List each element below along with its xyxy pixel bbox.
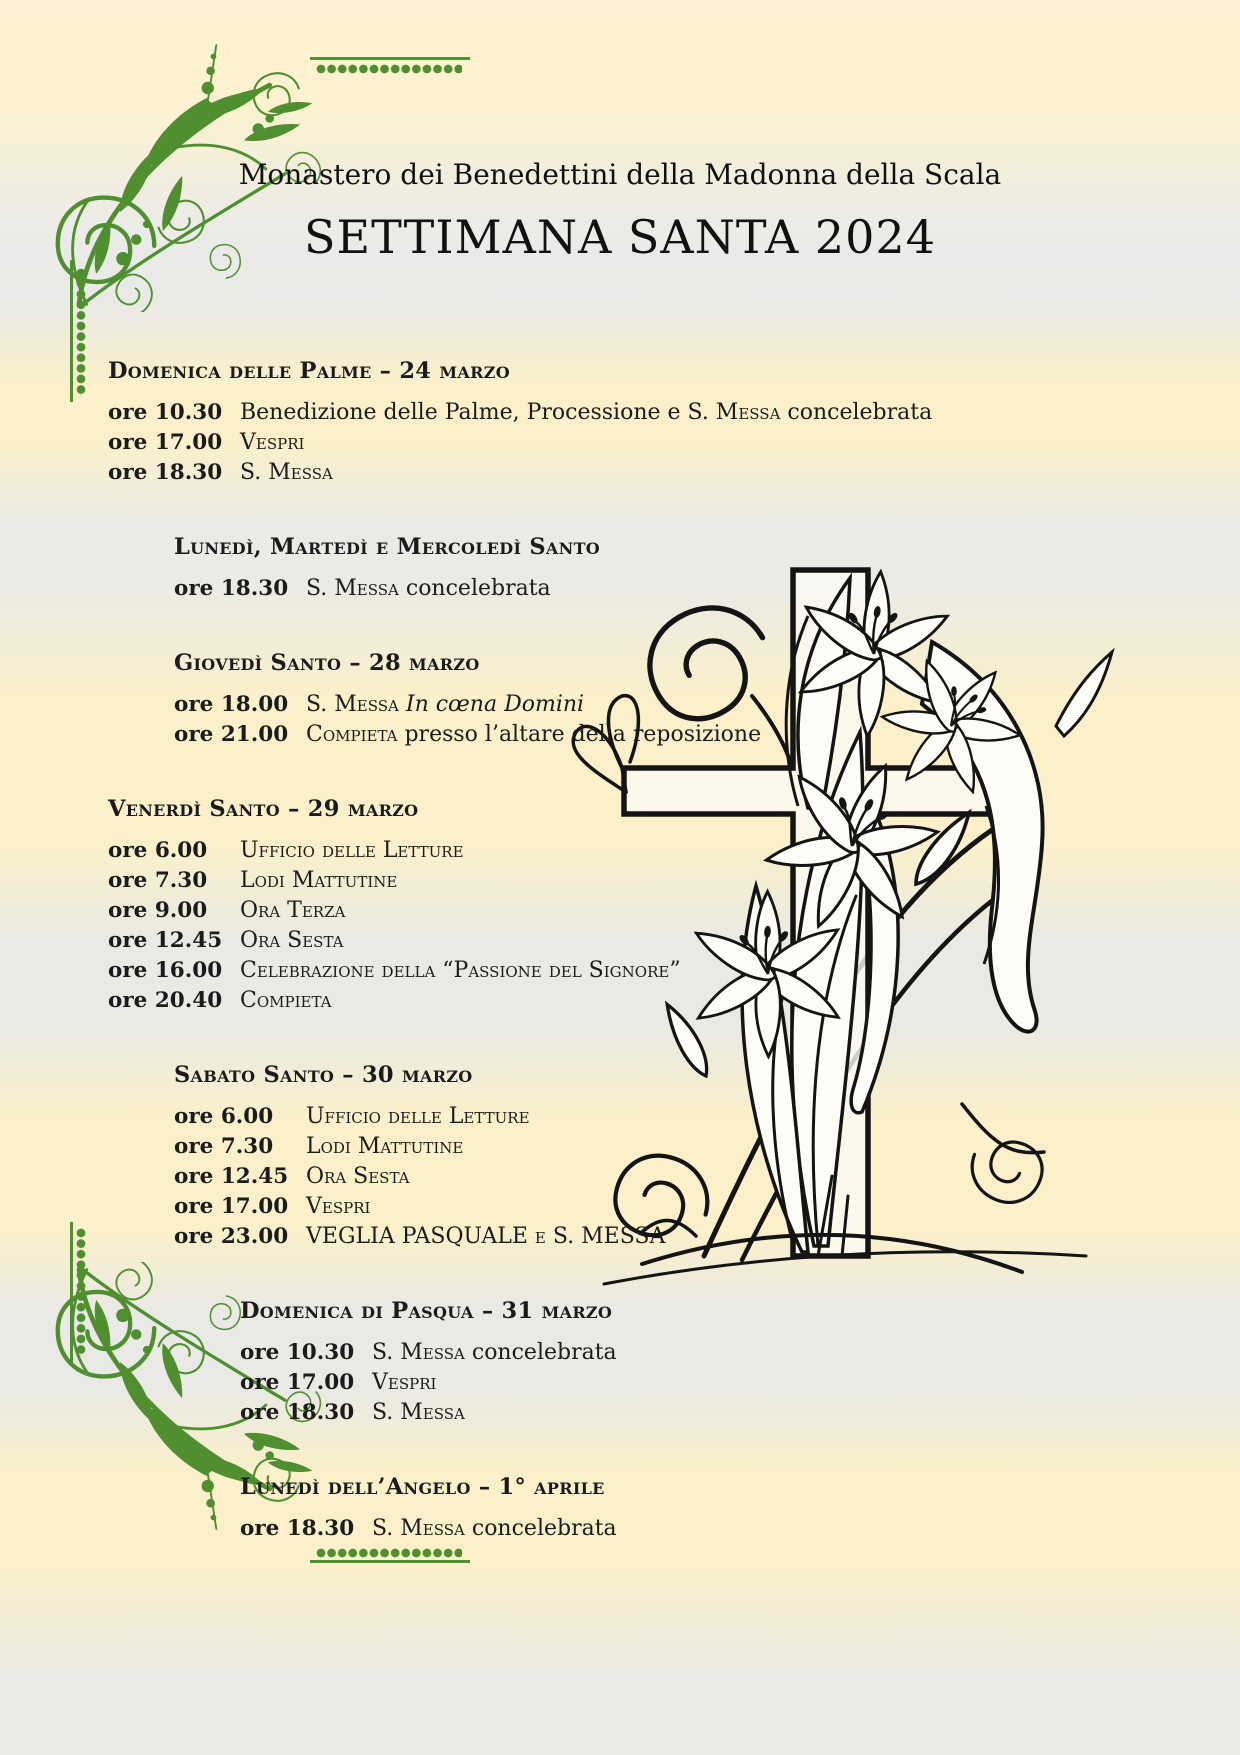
event-time: ore 16.00: [108, 958, 223, 983]
section-heading: Lunedì, Martedì e Mercoledì Santo: [174, 534, 601, 560]
event-description: Compieta: [240, 988, 332, 1013]
event-row: [108, 428, 898, 458]
event-time: ore 18.30: [240, 1516, 355, 1541]
event-time: ore 17.00: [240, 1370, 355, 1395]
event-row: [174, 690, 898, 720]
section-heading: Domenica di Pasqua – 31 marzo: [240, 1298, 613, 1324]
event-row: [108, 866, 898, 896]
event-row: [108, 458, 898, 488]
event-row: [174, 1222, 898, 1252]
event-description: Vespri: [240, 430, 305, 455]
event-time: ore 21.00: [174, 722, 289, 747]
event-description: VEGLIA PASQUALE e S. MESSA: [306, 1224, 666, 1249]
event-description: Vespri: [306, 1194, 371, 1219]
event-description: Ufficio delle Letture: [306, 1104, 530, 1129]
event-time: ore 6.00: [174, 1104, 274, 1129]
event-row: [108, 398, 933, 428]
schedule-section: [108, 794, 898, 1016]
event-row: [174, 1192, 898, 1222]
event-row: [108, 926, 898, 956]
event-description: S. Messa In cœna Domini: [306, 692, 585, 717]
event-row: [108, 896, 898, 926]
schedule-section: [240, 1472, 898, 1544]
event-time: ore 18.30: [108, 460, 223, 485]
event-description: S. Messa concelebrata: [372, 1516, 617, 1541]
event-time: ore 17.00: [108, 430, 223, 455]
section-heading: Venerdì Santo – 29 marzo: [108, 796, 419, 822]
monastery-subtitle: Monastero dei Benedettini della Madonna della Scala: [238, 158, 1002, 191]
event-description: Benedizione delle Palme, Processione e S. Messa concelebrata: [240, 400, 933, 425]
event-time: ore 12.45: [108, 928, 223, 953]
event-description: Ora Sesta: [240, 928, 344, 953]
event-description: Vespri: [372, 1370, 437, 1395]
event-description: Celebrazione della “Passione del Signore”: [240, 958, 681, 983]
event-description: S. Messa: [240, 460, 333, 485]
section-heading: Domenica delle Palme – 24 marzo: [108, 358, 510, 384]
event-time: ore 18.30: [240, 1400, 355, 1425]
event-time: ore 10.30: [240, 1340, 355, 1365]
section-heading: Sabato Santo – 30 marzo: [174, 1062, 473, 1088]
event-time: ore 18.00: [174, 692, 289, 717]
event-row: [174, 1132, 898, 1162]
event-description: S. Messa: [372, 1400, 465, 1425]
schedule-section: [240, 1296, 898, 1428]
event-time: ore 9.00: [108, 898, 208, 923]
event-row: [108, 956, 898, 986]
section-heading: Giovedì Santo – 28 marzo: [174, 650, 480, 676]
event-description: S. Messa concelebrata: [306, 576, 551, 601]
section-heading: Lunedì dell’Angelo – 1° aprile: [240, 1474, 605, 1500]
event-time: ore 7.30: [108, 868, 208, 893]
schedule-section: [174, 532, 898, 604]
event-row: [108, 836, 898, 866]
event-row: [240, 1398, 898, 1428]
event-row: [240, 1514, 898, 1544]
event-row: [240, 1368, 898, 1398]
event-row: [174, 720, 898, 750]
event-time: ore 10.30: [108, 400, 223, 425]
event-row: [174, 574, 898, 604]
event-time: ore 18.30: [174, 576, 289, 601]
page-title: SETTIMANA SANTA 2024: [304, 210, 936, 264]
event-time: ore 17.00: [174, 1194, 289, 1219]
event-row: [174, 1102, 898, 1132]
event-description: Compieta presso l’altare della reposizione: [306, 722, 762, 747]
event-row: [108, 986, 898, 1016]
event-description: Ufficio delle Letture: [240, 838, 464, 863]
event-description: Ora Sesta: [306, 1164, 410, 1189]
event-time: ore 12.45: [174, 1164, 289, 1189]
event-time: ore 7.30: [174, 1134, 274, 1159]
event-time: ore 23.00: [174, 1224, 289, 1249]
schedule: [108, 356, 933, 1588]
schedule-section: [174, 648, 898, 750]
event-description: Lodi Mattutine: [240, 868, 398, 893]
event-row: [240, 1338, 898, 1368]
event-row: [174, 1162, 898, 1192]
event-time: ore 20.40: [108, 988, 223, 1013]
event-description: Lodi Mattutine: [306, 1134, 464, 1159]
event-description: S. Messa concelebrata: [372, 1340, 617, 1365]
event-description: Ora Terza: [240, 898, 346, 923]
schedule-section: [108, 356, 933, 488]
schedule-section: [174, 1060, 898, 1252]
event-time: ore 6.00: [108, 838, 208, 863]
